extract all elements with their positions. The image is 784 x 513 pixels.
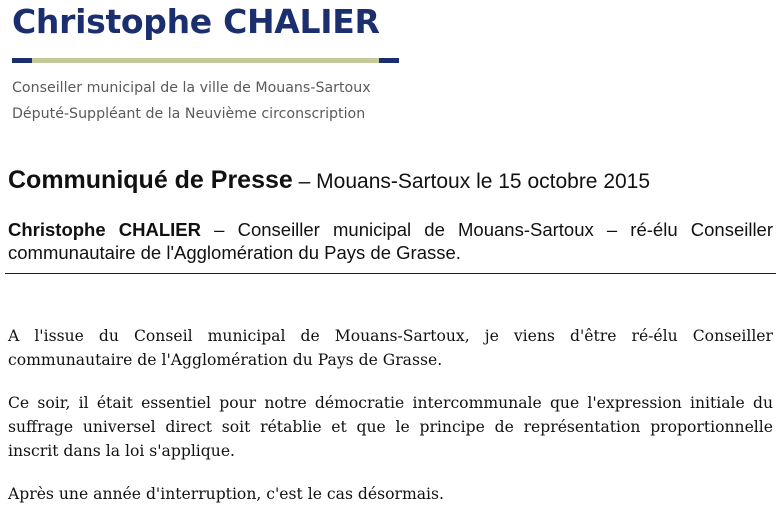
press-release-subheading bbox=[8, 218, 773, 264]
letterhead-title-line2: Député-Suppléant de la Neuvième circonscription bbox=[12, 106, 366, 122]
horizontal-rule bbox=[5, 273, 776, 274]
divider-cap-left bbox=[12, 58, 32, 63]
divider-cap-right bbox=[379, 58, 399, 63]
subhead-text: – Conseiller municipal de Mouans-Sartoux – ré-élu Conseiller communautaire de l'Agglomération du Pays de Grasse. bbox=[8, 219, 774, 263]
letterhead-title-line1: Conseiller municipal de la ville de Mouans-Sartoux bbox=[12, 80, 371, 96]
divider-middle bbox=[32, 58, 379, 63]
press-release-headline bbox=[8, 166, 650, 195]
letterhead-name: Christophe CHALIER bbox=[12, 2, 380, 41]
body-paragraph-1: A l'issue du Conseil municipal de Mouans-Sartoux, je viens d'être ré-élu Conseiller communautaire de l'Agglomération du Pays de Grasse. bbox=[8, 327, 773, 369]
headline-place-date: – Mouans-Sartoux le 15 octobre 2015 bbox=[292, 170, 651, 193]
body-paragraph-2: Ce soir, il était essentiel pour notre démocratie intercommunale que l'expression initiale du suffrage universel direct soit rétablie et que le principe de représentation proportionnelle inscrit dans la loi s'applique. bbox=[8, 394, 773, 460]
headline-main: Communiqué de Presse bbox=[8, 166, 293, 194]
subhead-name: Christophe CHALIER bbox=[8, 219, 202, 240]
letterhead-divider-bar bbox=[12, 58, 399, 63]
body-paragraph-3: Après une année d'interruption, c'est le cas désormais. bbox=[8, 485, 445, 503]
